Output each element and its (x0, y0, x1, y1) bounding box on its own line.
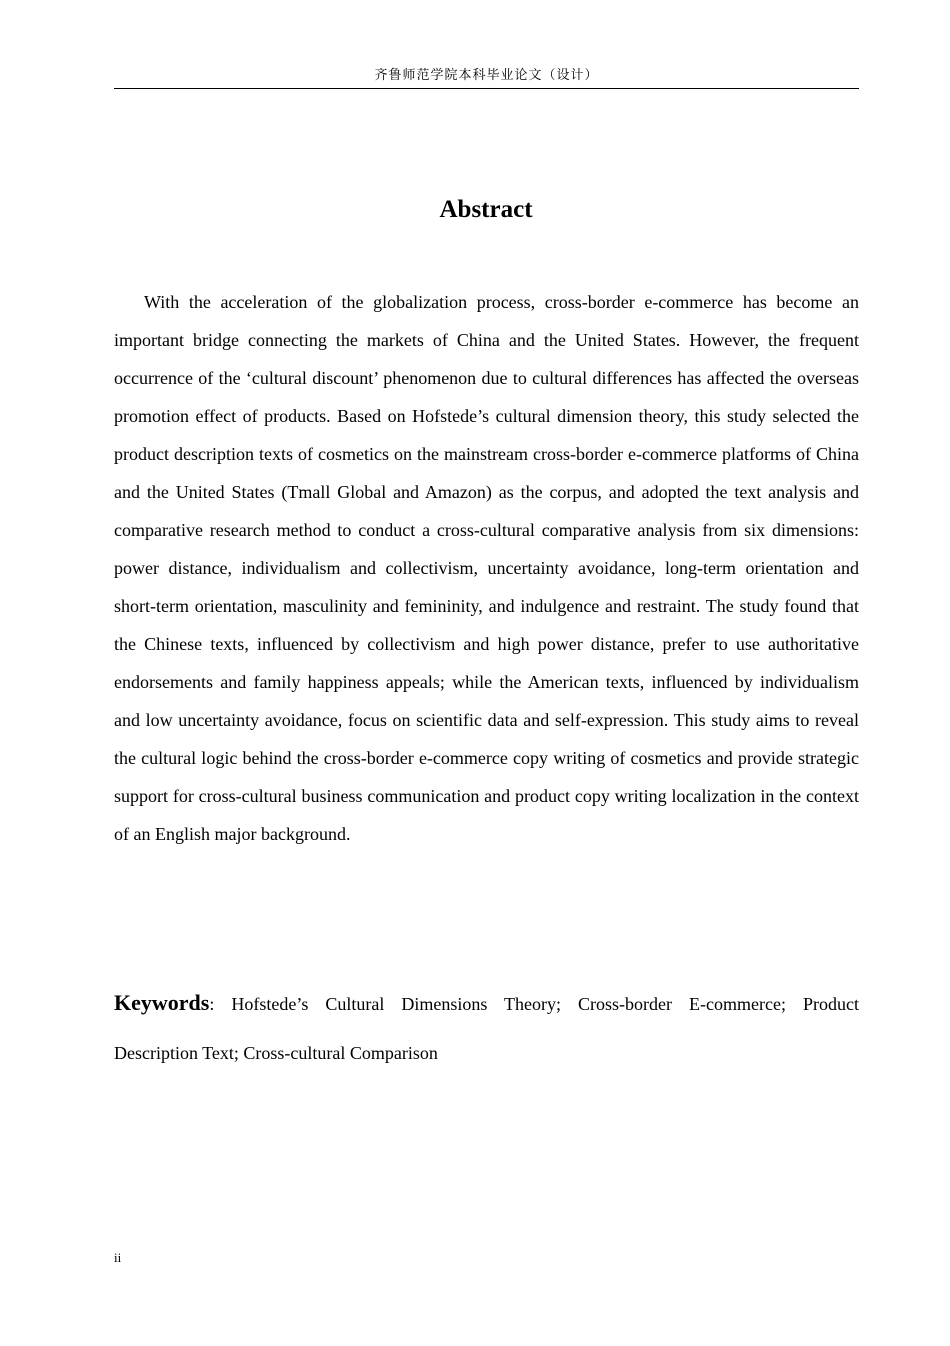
abstract-body: With the acceleration of the globalization process, cross-border e-commerce has become an important bridge connecting the markets of China and the United States. However, the frequent occurrence of the ‘cultural discount’ phenomenon due to cultural differences has affected the overseas promotion effect of products. Based on Hofstede’s cultural dimension theory, this study selected the product description texts of cosmetics on the mainstream cross-border e-commerce platforms of China and the United States (Tmall Global and Amazon) as the corpus, and adopted the text analysis and comparative research method to conduct a cross-cultural comparative analysis from six dimensions: power distance, individualism and collectivism, uncertainty avoidance, long-term orientation and short-term orientation, masculinity and femininity, and indulgence and restraint. The study found that the Chinese texts, influenced by collectivism and high power distance, prefer to use authoritative endorsements and family happiness appeals; while the American texts, influenced by individualism and low uncertainty avoidance, focus on scientific data and self-expression. This study aims to reveal the cultural logic behind the cross-border e-commerce copy writing of cosmetics and provide strategic support for cross-cultural business communication and product copy writing localization in the context of an English major background. (114, 292, 859, 844)
abstract-title: Abstract (439, 196, 533, 223)
keywords-label: Keywords (114, 990, 210, 1015)
page-header (114, 64, 859, 89)
keywords-text: Hofstede’s Cultural Dimensions Theory; Cross-border E-commerce; Product Description Text; Cross-cultural Comparison (114, 994, 859, 1063)
keywords-section (114, 978, 859, 1078)
page-header-text: 齐鲁师范学院本科毕业论文（设计） (374, 68, 599, 83)
page-number: ii (114, 1250, 122, 1265)
keywords-separator: : (209, 994, 215, 1014)
